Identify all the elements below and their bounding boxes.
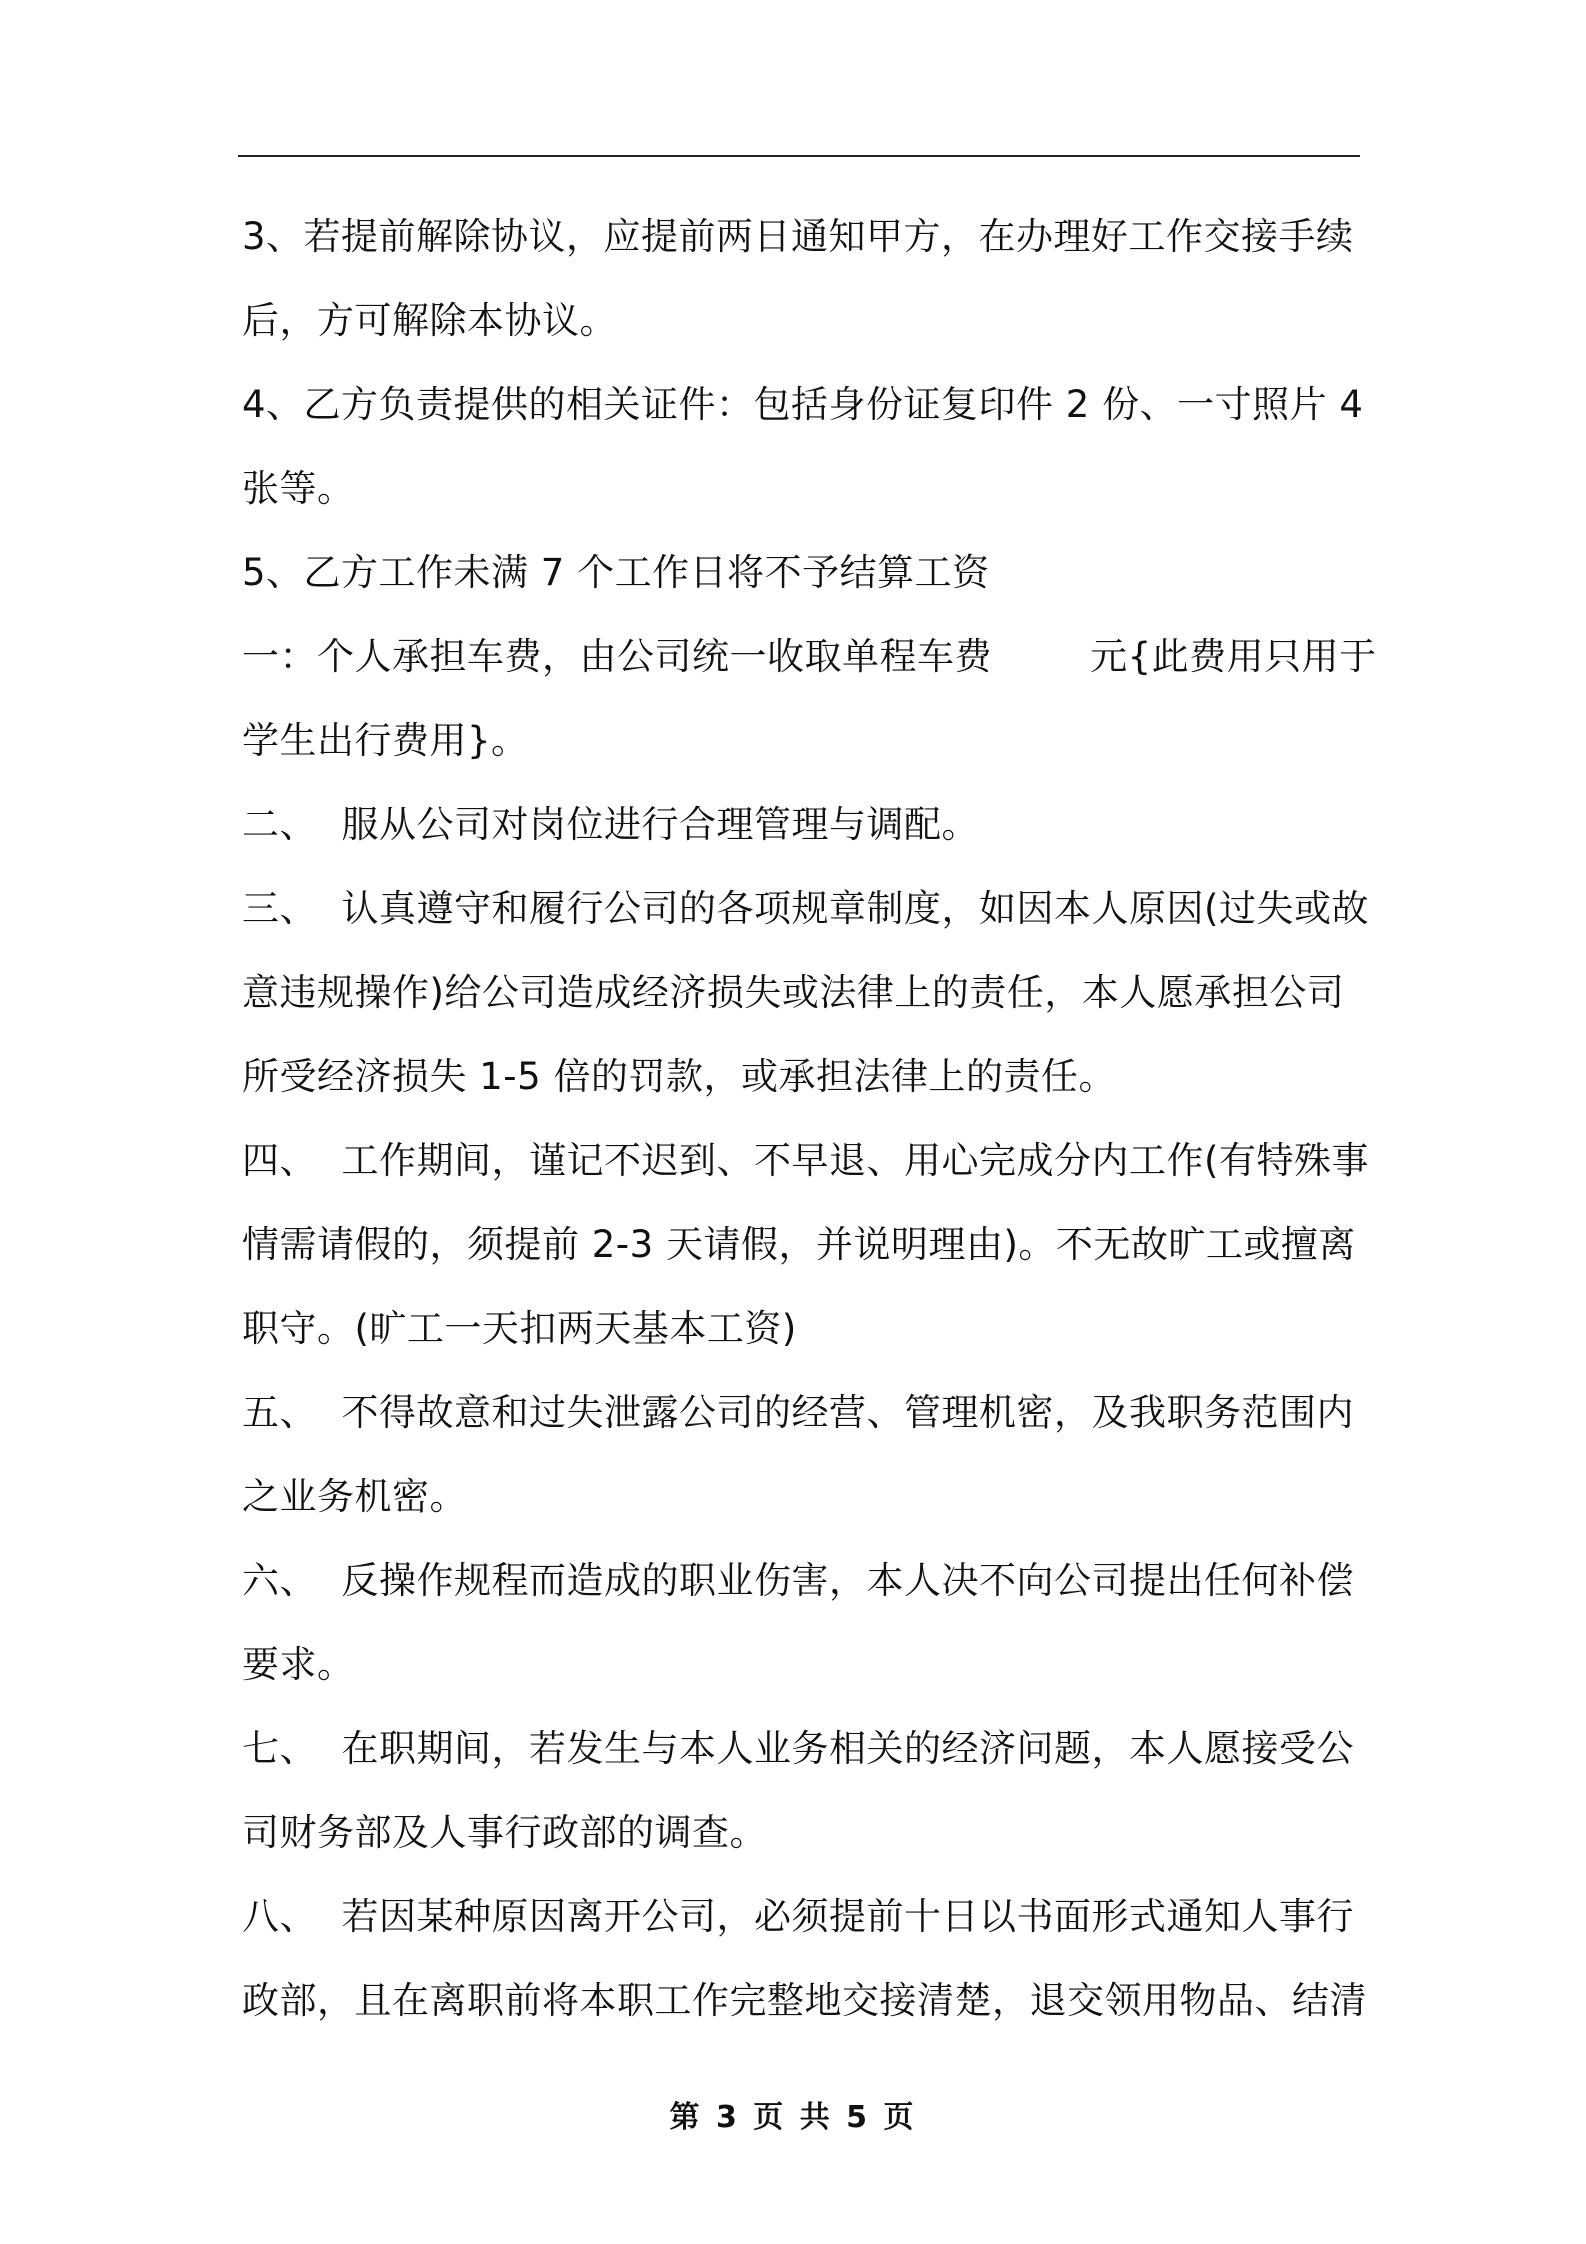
page-number-footer: 第 3 页 共 5 页: [669, 2100, 917, 2135]
text-line: 情需请假的，须提前 2-3 天请假，并说明理由)。不无故旷工或擅离: [242, 1223, 1356, 1266]
text-line: 五、 不得故意和过失泄露公司的经营、管理机密，及我职务范围内: [242, 1391, 1355, 1434]
text-line: 二、 服从公司对岗位进行合理管理与调配。: [242, 803, 980, 846]
document-body: [242, 195, 1377, 2043]
text-line: 职守。(旷工一天扣两天基本工资): [242, 1307, 797, 1350]
text-line: 政部，且在离职前将本职工作完整地交接清楚，退交领用物品、结清: [242, 1979, 1367, 2022]
text-line: 七、 在职期间，若发生与本人业务相关的经济问题，本人愿接受公: [242, 1727, 1355, 1770]
header-divider: [238, 155, 1360, 157]
text-line: 司财务部及人事行政部的调查。: [242, 1811, 767, 1854]
text-line: 后，方可解除本协议。: [242, 299, 617, 342]
text-line: 要求。: [242, 1643, 355, 1686]
text-line: 意违规操作)给公司造成经济损失或法律上的责任，本人愿承担公司: [242, 971, 1345, 1014]
text-line: 张等。: [242, 467, 355, 510]
text-line: 学生出行费用}。: [242, 719, 529, 762]
text-line: 3、若提前解除协议，应提前两日通知甲方，在办理好工作交接手续: [242, 215, 1354, 258]
text-line: 5、乙方工作未满 7 个工作日将不予结算工资: [242, 551, 990, 594]
text-line: 四、 工作期间，谨记不迟到、不早退、用心完成分内工作(有特殊事: [242, 1139, 1369, 1182]
text-line: 六、 反操作规程而造成的职业伤害，本人决不向公司提出任何补偿: [242, 1559, 1355, 1602]
text-line: 一：个人承担车费，由公司统一收取单程车费 元{此费用只用于: [242, 635, 1377, 678]
text-line: 三、 认真遵守和履行公司的各项规章制度，如因本人原因(过失或故: [242, 887, 1369, 930]
text-line: 所受经济损失 1-5 倍的罚款，或承担法律上的责任。: [242, 1055, 1116, 1098]
text-line: 4、乙方负责提供的相关证件：包括身份证复印件 2 份、一寸照片 4: [242, 383, 1364, 426]
text-line: 之业务机密。: [242, 1475, 467, 1518]
text-line: 八、 若因某种原因离开公司，必须提前十日以书面形式通知人事行: [242, 1895, 1355, 1938]
